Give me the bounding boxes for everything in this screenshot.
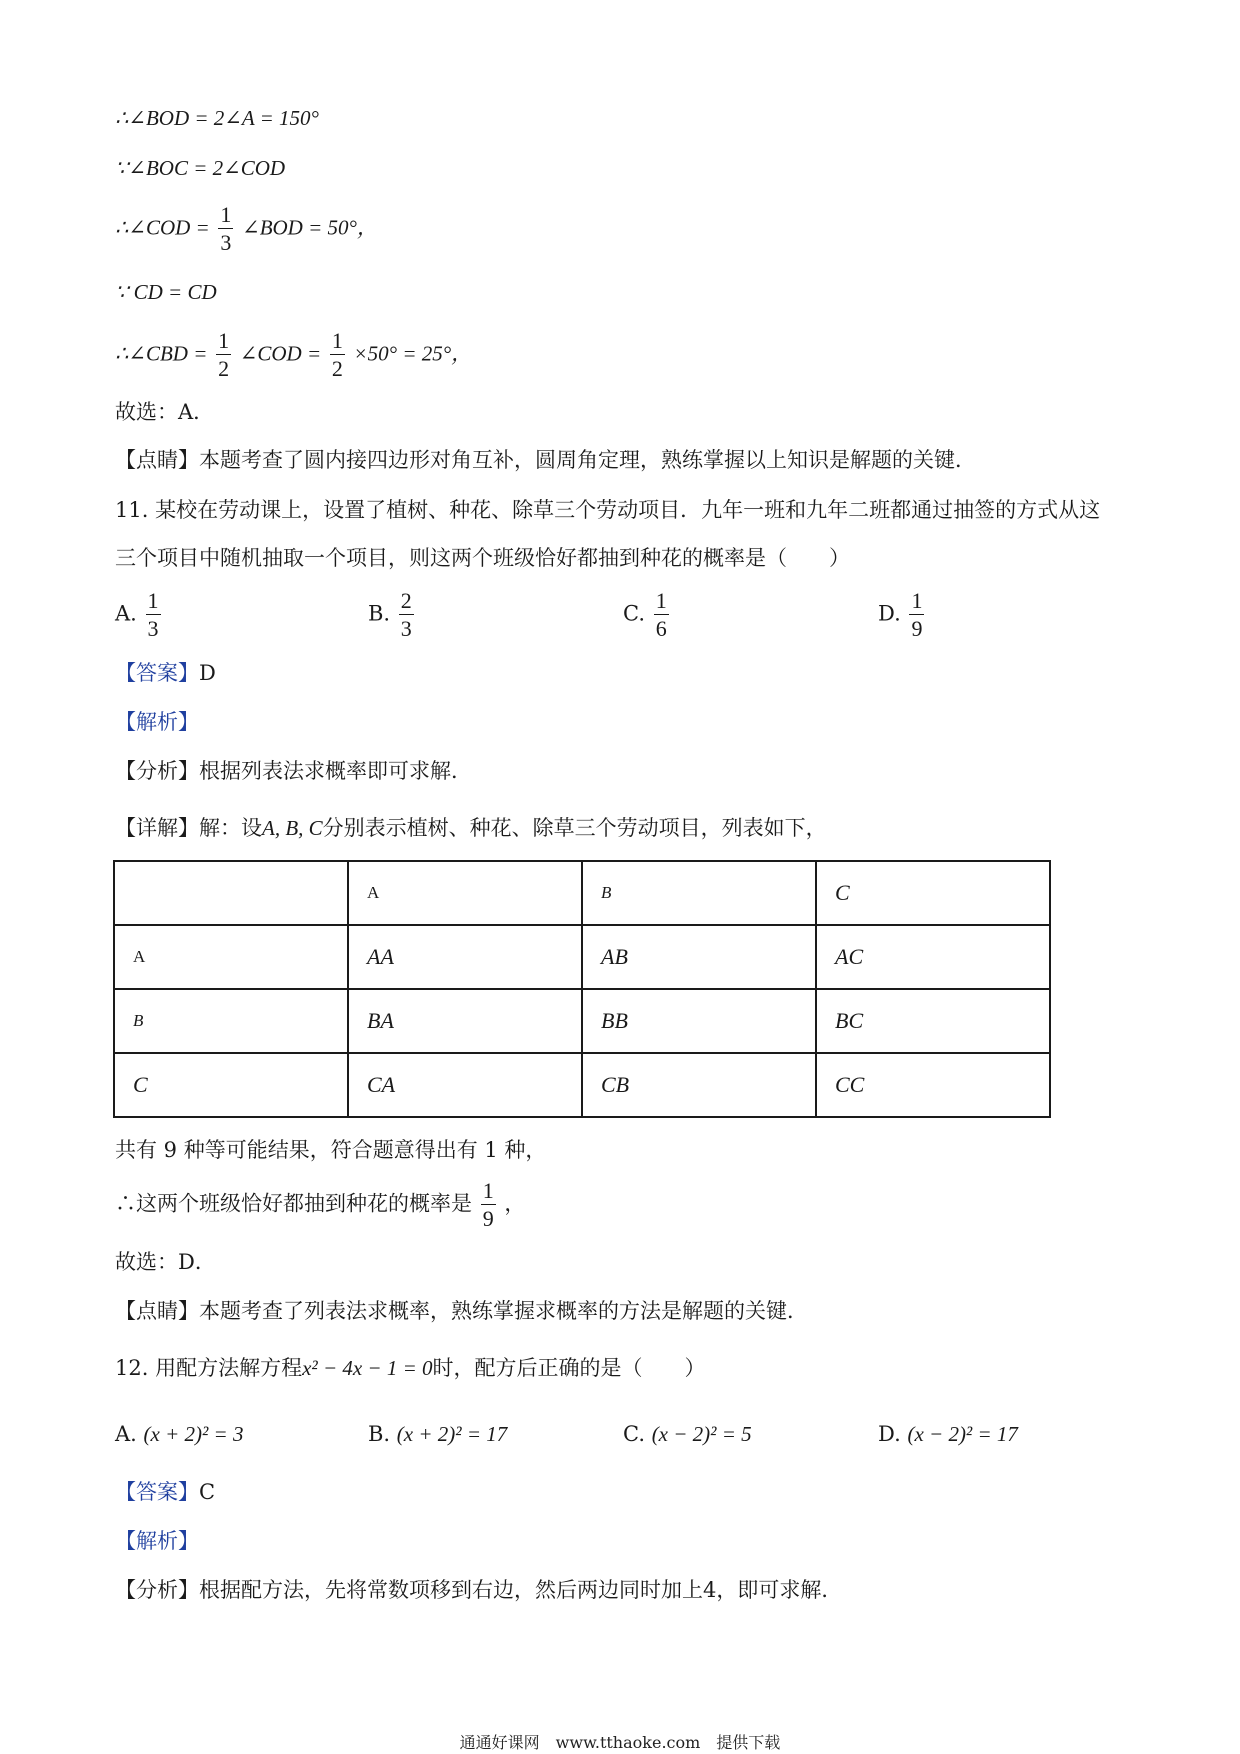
- table-row: [114, 861, 1050, 925]
- tip-q10: 【点睛】本题考查了圆内接四边形对角互补，圆周角定理，熟练掌握以上知识是解题的关键．: [115, 448, 976, 472]
- page-footer: 通通好课网 www.tthaoke.com 提供下载: [459, 1733, 781, 1752]
- table-cell: CB: [582, 1053, 816, 1117]
- q12-option-d: D. (x − 2)² = 17: [878, 1422, 1018, 1446]
- q11-choose: 故选：D．: [115, 1250, 216, 1274]
- fraction: $\frac{1}{2}$: [331, 328, 343, 381]
- table-cell: AB: [582, 925, 816, 989]
- q11-result-2: ∴这两个班级恰好都抽到种花的概率是 $\frac{1}{9}$ ，: [115, 1178, 526, 1231]
- fraction: $\frac{1}{3}$: [147, 588, 159, 641]
- fraction: $\frac{1}{3}$: [220, 202, 232, 255]
- step-cbd: ∴∠CBD = $\frac{1}{2}$ ∠COD = $\frac{1}{2}$ ×50° = 25°，: [115, 328, 473, 381]
- table-cell: BB: [582, 989, 816, 1053]
- step-bod: ∴∠BOD = 2∠A = 150°: [115, 106, 319, 130]
- q11-answer: 【答案】D: [115, 661, 216, 685]
- q11-stem-1: 11. 某校在劳动课上，设置了植树、种花、除草三个劳动项目．九年一班和九年二班都通过抽签的方式从这: [115, 498, 1101, 522]
- table-cell: A: [348, 861, 582, 925]
- fraction: $\frac{1}{2}$: [218, 328, 230, 381]
- table-cell: B: [582, 861, 816, 925]
- fraction: $\frac{1}{6}$: [655, 588, 667, 641]
- q12-fenxi: 【分析】根据配方法，先将常数项移到右边，然后两边同时加上4，即可求解．: [115, 1578, 843, 1602]
- q11-option-a: A. $\frac{1}{3}$: [115, 588, 159, 641]
- fraction: $\frac{2}{3}$: [400, 588, 412, 641]
- q11-result-1: 共有 9 种等可能结果，符合题意得出有 1 种，: [115, 1138, 547, 1162]
- table-cell: B: [114, 989, 348, 1053]
- q12-option-c: C. (x − 2)² = 5: [623, 1422, 752, 1446]
- q11-option-d: D. $\frac{1}{9}$: [878, 588, 923, 641]
- probability-table: [113, 860, 1051, 1118]
- step-boc: ∵∠BOC = 2∠COD: [115, 156, 286, 180]
- q12-option-a: A. (x + 2)² = 3: [115, 1422, 244, 1446]
- table-cell: BA: [348, 989, 582, 1053]
- q12-analysis: 【解析】: [115, 1529, 199, 1553]
- table-row: [114, 1053, 1050, 1117]
- q11-fenxi: 【分析】根据列表法求概率即可求解．: [115, 759, 472, 783]
- q11-analysis: 【解析】: [115, 710, 199, 734]
- table-cell: AA: [348, 925, 582, 989]
- q11-detail: 【详解】解：设A, B, C分别表示植树、种花、除草三个劳动项目，列表如下，: [115, 816, 827, 840]
- step-cd: ∵ CD = CD: [115, 280, 217, 304]
- q11-option-b: B. $\frac{2}{3}$: [368, 588, 412, 641]
- step-cod: ∴∠COD = $\frac{1}{3}$ ∠BOD = 50°，: [115, 202, 378, 255]
- table-cell: BC: [816, 989, 1050, 1053]
- table-cell: A: [114, 925, 348, 989]
- table-row: [114, 925, 1050, 989]
- q12-stem: 12. 用配方法解方程x² − 4x − 1 = 0时，配方后正确的是（ ）: [115, 1356, 706, 1380]
- table-row: [114, 989, 1050, 1053]
- choose-a: 故选：A．: [115, 400, 215, 424]
- table-cell: C: [114, 1053, 348, 1117]
- fraction: $\frac{1}{9}$: [911, 588, 923, 641]
- fraction: $\frac{1}{9}$: [482, 1178, 494, 1231]
- table-cell: AC: [816, 925, 1050, 989]
- q11-tip: 【点睛】本题考查了列表法求概率，熟练掌握求概率的方法是解题的关键．: [115, 1299, 808, 1323]
- table-cell: C: [816, 861, 1050, 925]
- q11-option-c: C. $\frac{1}{6}$: [623, 588, 667, 641]
- table-cell: CA: [348, 1053, 582, 1117]
- table-cell: [114, 861, 348, 925]
- table-cell: CC: [816, 1053, 1050, 1117]
- q12-answer: 【答案】C: [115, 1480, 216, 1504]
- q11-stem-2: 三个项目中随机抽取一个项目，则这两个班级恰好都抽到种花的概率是（ ）: [115, 546, 850, 570]
- q12-option-b: B. (x + 2)² = 17: [368, 1422, 508, 1446]
